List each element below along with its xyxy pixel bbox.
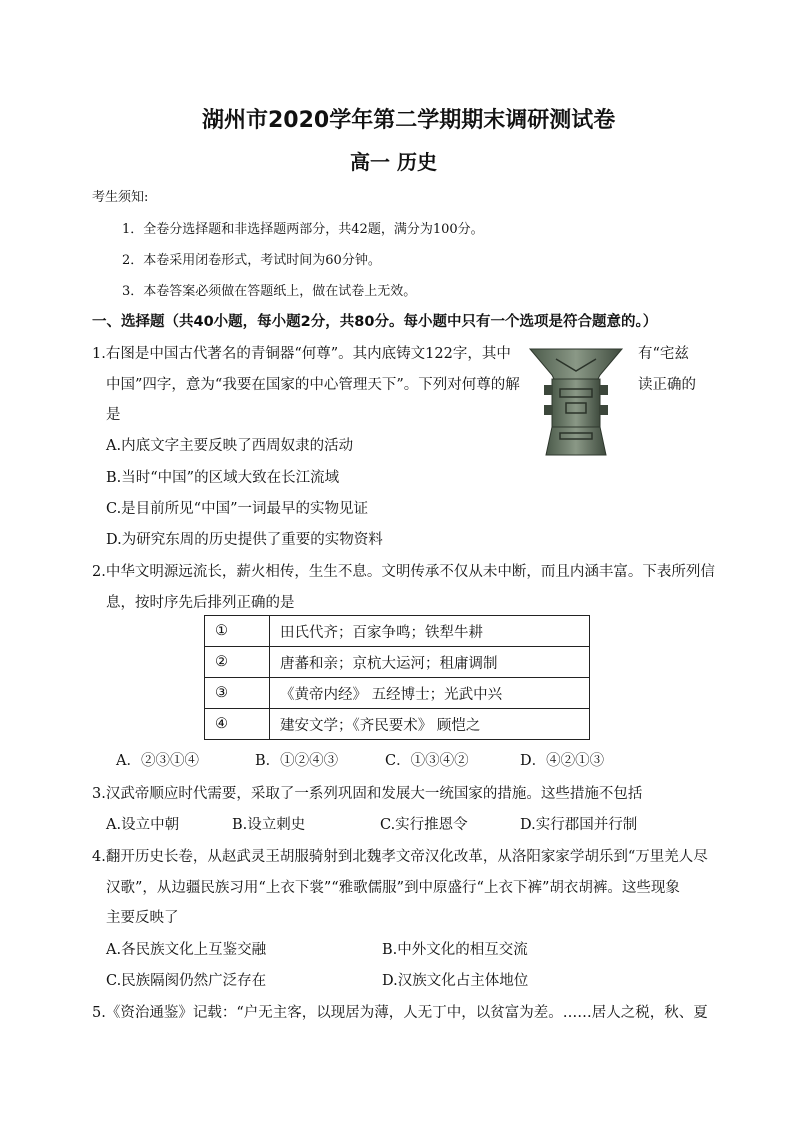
table-cell-text: 《黄帝内经》 五经博士；光武中兴 [270, 678, 590, 709]
page-title: 湖州市2020学年第二学期期末调研测试卷 [202, 108, 616, 133]
notice-item: 3．本卷答案必须做在答题纸上，做在试卷上无效。 [122, 284, 417, 299]
q2-option-a: A．②③①④ [116, 753, 199, 769]
q4-option-b: B.中外文化的相互交流 [382, 942, 528, 958]
section-heading: 一、选择题（共40小题，每小题2分，共80分。每小题中只有一个选项是符合题意的。） [92, 314, 658, 330]
q2-stem-line: 息，按时序先后排列正确的是 [106, 595, 295, 611]
q3-option-b: B.设立刺史 [232, 817, 306, 833]
notice-item: 1．全卷分选择题和非选择题两部分，共42题，满分为100分。 [122, 222, 484, 237]
table-row [205, 647, 590, 678]
q1-option-c: C.是目前所见“中国”一词最早的实物见证 [106, 501, 369, 517]
q4-option-c: C.民族隔阂仍然广泛存在 [106, 973, 267, 989]
table-cell-num: ④ [205, 709, 270, 740]
table-cell-num: ③ [205, 678, 270, 709]
q5-stem-line: 5.《资治通鉴》记载：“户无主客，以现居为薄，人无丁中，以贫富为差。……居人之税，秋、夏 [92, 1005, 708, 1021]
table-cell-num: ② [205, 647, 270, 678]
notice-item: 2．本卷采用闭卷形式，考试时间为60分钟。 [122, 253, 381, 268]
q2-option-b: B．①②④③ [255, 753, 339, 769]
table-cell-text: 田氏代齐；百家争鸣；铁犁牛耕 [270, 616, 590, 647]
q3-option-d: D.实行郡国并行制 [520, 817, 638, 833]
table-cell-num: ① [205, 616, 270, 647]
q4-stem-line: 汉歌”，从边疆民族习用“上衣下裳”“雅歌儒服”到中原盛行“上衣下裤”胡衣胡裤。这些现象 [106, 880, 680, 896]
q1-stem-line: 有“宅兹 [638, 346, 689, 362]
table-row [205, 709, 590, 740]
q2-stem-line: 2.中华文明源远流长，薪火相传，生生不息。文明传承不仅从未中断，而且内涵丰富。下表所列信 [92, 564, 715, 580]
q4-stem-line: 4.翻开历史长卷，从赵武灵王胡服骑射到北魏孝文帝汉化改革，从洛阳家家学胡乐到“万里羌人尽 [92, 849, 708, 865]
q3-option-c: C.实行推恩令 [380, 817, 468, 833]
table-row [205, 616, 590, 647]
q1-option-a: A.内底文字主要反映了西周奴隶的活动 [106, 438, 354, 454]
q1-stem-line: 中国”四字，意为“我要在国家的中心管理天下”。下列对何尊的解 [106, 377, 520, 393]
table-cell-text: 唐蕃和亲；京杭大运河；租庸调制 [270, 647, 590, 678]
sequence-table [204, 615, 590, 740]
bronze-zun-image [526, 345, 626, 460]
q1-option-d: D.为研究东周的历史提供了重要的实物资料 [106, 532, 383, 548]
q1-stem-line: 是 [106, 407, 121, 423]
q1-stem-line: 1.右图是中国古代著名的青铜器“何尊”。其内底铸文122字，其中 [92, 346, 511, 362]
table-row [205, 678, 590, 709]
q4-option-a: A.各民族文化上互鉴交融 [106, 942, 267, 958]
q2-option-c: C．①③④② [385, 753, 469, 769]
q3-stem: 3.汉武帝顺应时代需要，采取了一系列巩固和发展大一统国家的措施。这些措施不包括 [92, 786, 643, 802]
notice-heading: 考生须知: [92, 190, 149, 205]
q2-option-d: D．④②①③ [520, 753, 605, 769]
q1-option-b: B.当时“中国”的区域大致在长江流域 [106, 470, 340, 486]
q1-stem-line: 读正确的 [638, 377, 696, 393]
page-subtitle: 高一 历史 [350, 150, 437, 174]
q4-stem-line: 主要反映了 [106, 910, 179, 926]
q4-option-d: D.汉族文化占主体地位 [382, 973, 529, 989]
q3-option-a: A.设立中朝 [106, 817, 180, 833]
table-cell-text: 建安文学；《齐民要术》 顾恺之 [270, 709, 590, 740]
